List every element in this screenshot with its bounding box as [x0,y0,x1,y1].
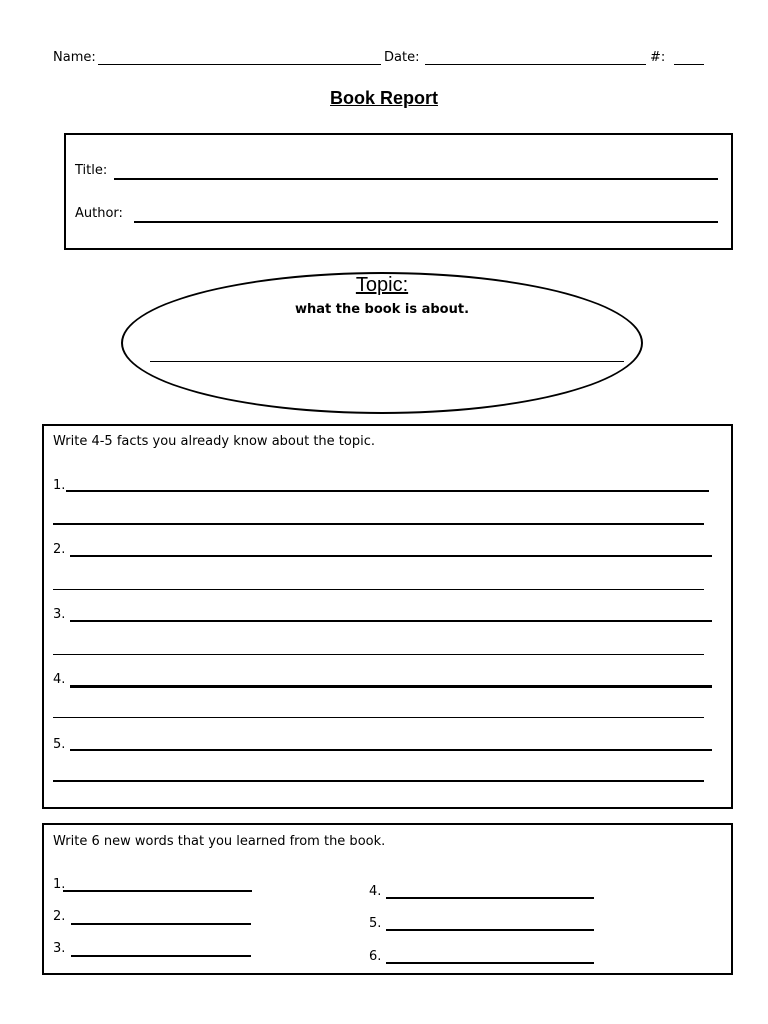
word-3-field[interactable] [71,955,251,957]
number-field[interactable] [674,64,704,65]
fact-4-line-1[interactable] [70,685,712,688]
facts-box [42,424,733,809]
name-label: Name: [53,50,96,65]
word-4-field[interactable] [386,897,594,899]
fact-2-line-2[interactable] [53,589,704,590]
word-number-4: 4. [369,884,382,899]
date-label: Date: [384,50,420,65]
page-title: Book Report [330,88,438,108]
word-2-field[interactable] [71,923,251,925]
fact-number-4: 4. [53,672,66,687]
author-field[interactable] [134,221,718,223]
word-number-1: 1. [53,877,66,892]
fact-1-line-2[interactable] [53,523,704,525]
fact-2-line-1[interactable] [70,555,712,557]
word-5-field[interactable] [386,929,594,931]
fact-number-2: 2. [53,542,66,557]
title-label: Title: [75,163,108,178]
title-field[interactable] [114,178,718,180]
fact-3-line-1[interactable] [70,620,712,622]
topic-field[interactable] [150,361,624,362]
fact-number-1: 1. [53,478,66,493]
word-number-2: 2. [53,909,66,924]
book-info-box [64,133,733,250]
fact-1-line-1[interactable] [66,490,709,492]
fact-number-3: 3. [53,607,66,622]
facts-instruction: Write 4-5 facts you already know about the topic. [53,434,375,449]
word-number-6: 6. [369,949,382,964]
fact-4-line-2[interactable] [53,717,704,718]
fact-5-line-1[interactable] [70,749,712,751]
fact-number-5: 5. [53,737,66,752]
word-1-field[interactable] [63,890,252,892]
author-label: Author: [75,206,123,221]
word-number-3: 3. [53,941,66,956]
word-number-5: 5. [369,916,382,931]
topic-subheading: what the book is about. [294,302,470,317]
fact-5-line-2[interactable] [53,780,704,782]
topic-heading: Topic: [355,274,409,296]
words-instruction: Write 6 new words that you learned from the book. [53,834,386,849]
word-6-field[interactable] [386,962,594,964]
fact-3-line-2[interactable] [53,654,704,655]
date-field[interactable] [425,64,646,65]
number-label: #: [650,50,666,65]
name-field[interactable] [98,64,381,65]
